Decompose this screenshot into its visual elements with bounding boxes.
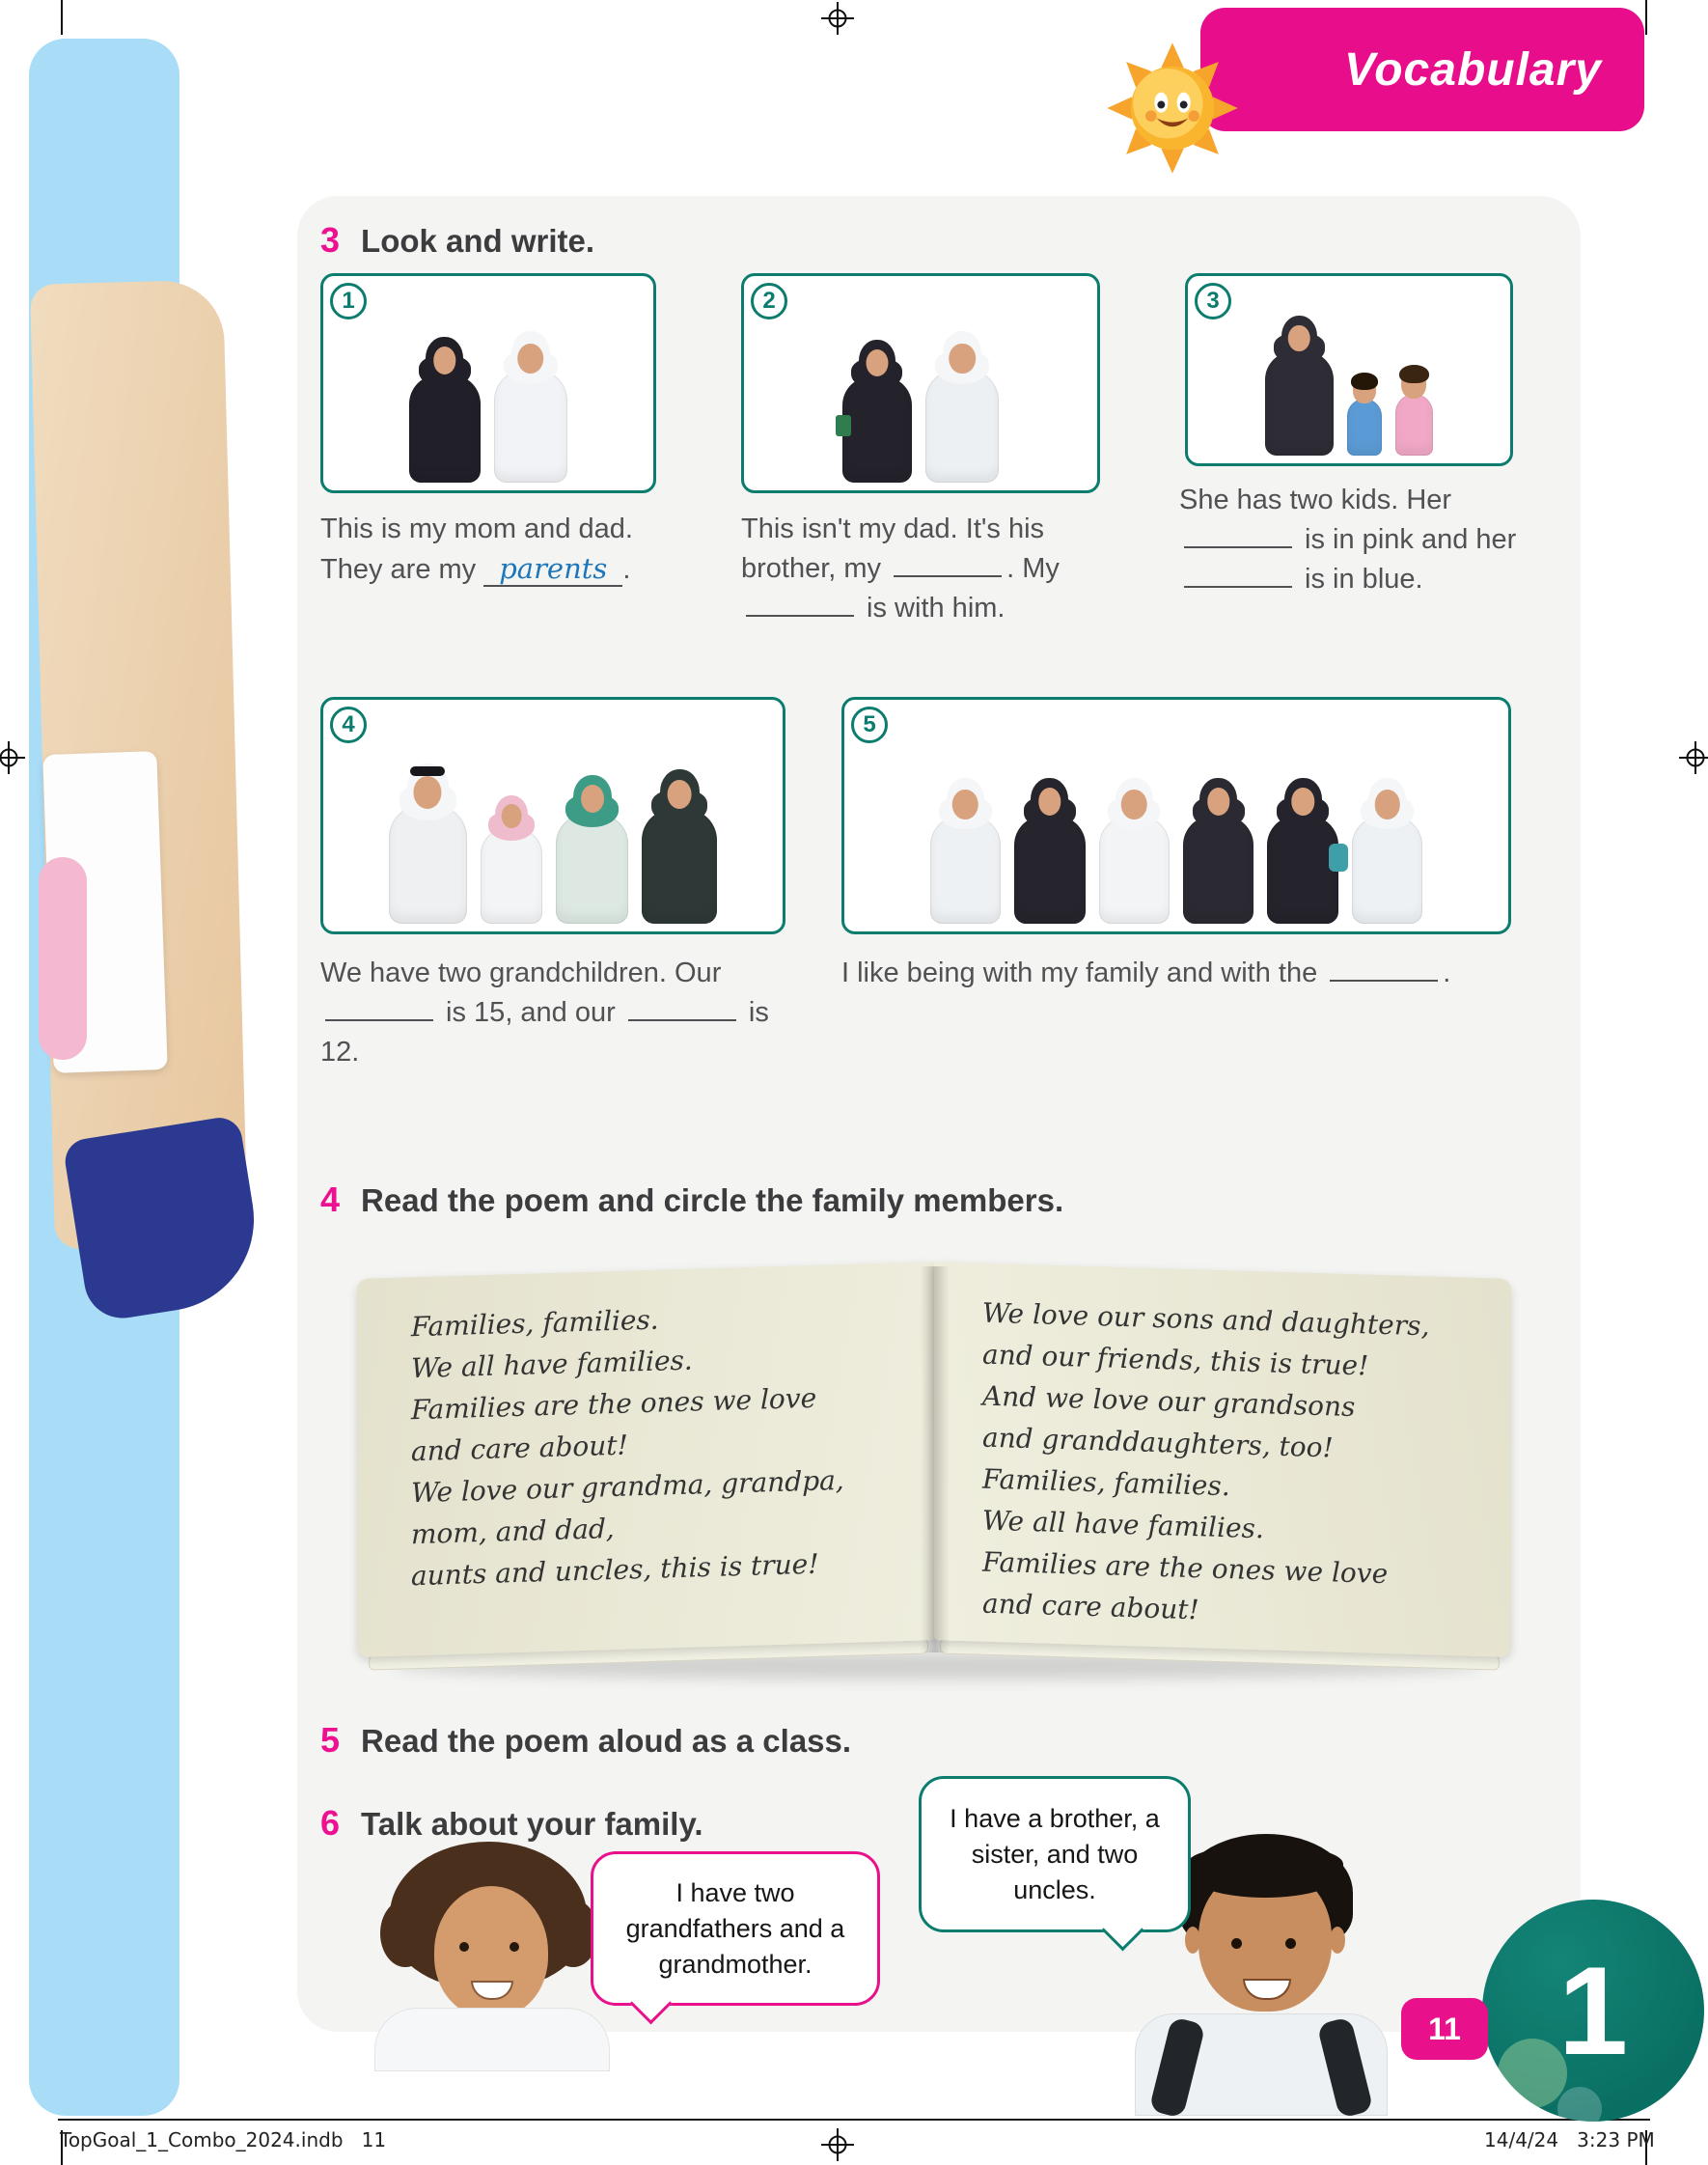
ear	[1185, 1927, 1200, 1954]
hair-fringe	[1187, 1847, 1343, 1898]
registration-mark	[1679, 741, 1708, 774]
vocab-card-2	[741, 273, 1100, 493]
card-number: 2	[751, 283, 787, 319]
poem-book	[353, 1247, 1519, 1683]
man-figure	[930, 778, 1001, 924]
exercise-title: Look and write.	[361, 223, 595, 259]
footer-timestamp: 14/4/24 3:23 PM	[1484, 2128, 1655, 2151]
person-body	[925, 370, 999, 483]
exercise-number: 6	[320, 1803, 341, 1843]
unit-badge	[1482, 1900, 1704, 2122]
card-caption-4: We have two grandchildren. Our is 15, and our is 12.	[320, 958, 769, 1068]
person-body	[1014, 816, 1085, 924]
person-head	[407, 763, 449, 812]
exercise-6-header	[320, 1803, 703, 1844]
poem-line: Families, families.	[411, 1303, 659, 1344]
person-head	[1284, 778, 1322, 822]
answer-blank[interactable]	[628, 994, 736, 1021]
page-number-badge	[1401, 1998, 1488, 2060]
face	[1038, 788, 1061, 816]
hair	[1351, 373, 1378, 390]
poem-line: and care about!	[411, 1429, 628, 1468]
person-body	[1347, 399, 1382, 456]
person-head	[943, 331, 981, 377]
girl-figure	[1395, 368, 1433, 456]
badge-bubble	[1498, 2039, 1567, 2108]
man-figure	[494, 331, 567, 483]
answer-blank[interactable]	[746, 590, 854, 617]
person-body	[930, 816, 1001, 924]
written-answer[interactable]: parents	[483, 552, 622, 587]
face	[433, 347, 455, 375]
page-number: 11	[1428, 2011, 1461, 2046]
answer-blank[interactable]	[894, 550, 1002, 577]
unit-number: 1	[1557, 1940, 1629, 2081]
vocab-card-3	[1185, 273, 1513, 466]
poem-line: and care about!	[982, 1587, 1199, 1626]
eye	[1285, 1938, 1296, 1949]
crop-mark	[61, 0, 63, 35]
agal-band	[410, 766, 445, 776]
speech-bubble-2	[919, 1776, 1191, 1932]
girl-hijab-figure	[481, 795, 543, 924]
person-body	[494, 370, 567, 483]
man-figure	[389, 763, 467, 924]
sun-mascot-icon	[1100, 41, 1245, 176]
woman-figure	[642, 769, 717, 924]
person-head	[511, 331, 550, 377]
eye	[1231, 1938, 1242, 1949]
answer-blank[interactable]	[1330, 955, 1438, 982]
woman-figure	[1265, 316, 1334, 456]
footer-rule	[58, 2119, 1650, 2121]
poem-line: Families are the ones we love	[982, 1545, 1389, 1591]
person-body	[409, 375, 480, 483]
face	[502, 804, 522, 828]
man-figure	[1099, 778, 1170, 924]
crop-mark	[1645, 0, 1647, 35]
card-caption-1: This is my mom and dad. They are my parents .	[320, 513, 633, 585]
family-illustration-2	[744, 331, 1097, 483]
card-caption-3: She has two kids. Her is in pink and her is in blue.	[1179, 485, 1517, 595]
woman-figure	[409, 337, 480, 483]
person-head	[573, 775, 612, 820]
white-thobe	[374, 2008, 610, 2071]
person-head	[495, 795, 528, 835]
man-figure	[925, 331, 999, 483]
registration-mark	[821, 2128, 854, 2161]
poem-line: We love our grandma, grandpa,	[411, 1463, 844, 1510]
exercise-title: Read the poem and circle the family members.	[361, 1182, 1064, 1218]
person-head	[1031, 778, 1068, 822]
woman-figure	[842, 340, 912, 483]
sidebar-strip	[29, 39, 179, 2116]
boy-figure	[1347, 375, 1382, 456]
poem-line: mom, and dad,	[411, 1512, 615, 1551]
person-body	[1352, 816, 1422, 924]
person-head	[947, 778, 984, 822]
man-figure	[1352, 778, 1422, 924]
face	[581, 785, 604, 813]
poem-line: Families, families.	[982, 1462, 1230, 1503]
person-head	[1116, 778, 1153, 822]
exercise-title: Read the poem aloud as a class.	[361, 1723, 852, 1759]
student-photo-1	[367, 1842, 618, 2071]
answer-blank[interactable]	[325, 994, 433, 1021]
eye	[510, 1942, 519, 1952]
registration-mark	[821, 2, 854, 35]
card-number: 4	[330, 707, 367, 743]
exercise-title: Talk about your family.	[361, 1806, 703, 1842]
person-body	[1183, 816, 1253, 924]
answer-blank[interactable]	[1184, 521, 1292, 548]
woman-figure	[1183, 778, 1253, 924]
woman-figure	[556, 775, 628, 924]
face	[668, 780, 692, 809]
vocab-card-4	[320, 697, 785, 934]
registration-mark	[0, 741, 25, 774]
badge-bubble	[1557, 2087, 1602, 2122]
answer-blank[interactable]	[1184, 561, 1292, 588]
person-body	[389, 805, 467, 924]
book-illustration-figure	[39, 857, 87, 1060]
person-head	[1368, 778, 1406, 822]
face	[1291, 788, 1313, 816]
vocab-card-5	[841, 697, 1511, 934]
person-body	[556, 814, 628, 924]
woman-figure	[1267, 778, 1337, 924]
person-head	[859, 340, 895, 383]
person-head	[660, 769, 700, 817]
exercise-number: 5	[320, 1720, 341, 1760]
speech-text-2: I have a brother, a sister, and two uncles.	[950, 1803, 1160, 1904]
face	[952, 790, 978, 819]
poem-line: and our friends, this is true!	[982, 1338, 1369, 1382]
poem-line: We love our sons and daughters,	[982, 1296, 1430, 1343]
card-number: 1	[330, 283, 367, 319]
eye	[459, 1942, 469, 1952]
person-body	[481, 828, 543, 924]
backpack	[1329, 844, 1348, 872]
person-body	[1265, 351, 1334, 456]
poem-page-left	[357, 1262, 934, 1657]
exercise-4-header	[320, 1180, 1063, 1220]
book-illustration-cover	[62, 1115, 266, 1324]
poem-line: and granddaughters, too!	[982, 1421, 1334, 1464]
person-body	[842, 376, 912, 483]
family-illustration-3	[1188, 316, 1510, 456]
face	[1374, 790, 1400, 819]
exercise-5-header	[320, 1720, 851, 1761]
banner-title: Vocabulary	[1344, 43, 1602, 96]
poem-page-right	[934, 1262, 1511, 1657]
person-body	[1267, 816, 1337, 924]
card-caption-2: This isn't my dad. It's his brother, my . My is with him.	[741, 513, 1060, 624]
exercise-number: 4	[320, 1180, 341, 1219]
poem-text-left	[357, 1262, 934, 1598]
family-illustration-5	[844, 778, 1508, 924]
person-head	[426, 337, 463, 381]
person-body	[1099, 816, 1170, 924]
woman-figure	[1014, 778, 1085, 924]
book-spine-shadow	[921, 1266, 950, 1652]
poem-line: And we love our grandsons	[982, 1379, 1356, 1424]
hair	[380, 1900, 430, 1967]
person-head	[1199, 778, 1237, 822]
exercise-3-header	[320, 220, 594, 261]
card-number: 3	[1195, 283, 1231, 319]
poem-line: We all have families.	[411, 1344, 693, 1385]
person-head	[1401, 368, 1427, 399]
exercise-number: 3	[320, 220, 341, 260]
speech-text-1: I have two grandfathers and a grandmother.	[625, 1877, 845, 1979]
card-caption-5: I like being with my family and with the .	[841, 954, 1478, 993]
vocab-card-1	[320, 273, 656, 493]
person-head	[1281, 316, 1317, 358]
footer-filename: TopGoal_1_Combo_2024.indb 11	[60, 2128, 387, 2151]
poem-line: aunts and uncles, this is true!	[411, 1547, 819, 1593]
speech-bubble-1	[591, 1851, 880, 2006]
ear	[1330, 1927, 1345, 1954]
family-illustration-4	[323, 763, 783, 924]
family-illustration-1	[323, 331, 653, 483]
hair	[1399, 365, 1429, 384]
person-body	[1395, 394, 1433, 456]
face	[1121, 790, 1147, 819]
face	[517, 344, 544, 375]
face	[949, 344, 976, 375]
poem-line: We all have families.	[982, 1504, 1264, 1545]
face	[1288, 325, 1310, 351]
vocabulary-banner	[1200, 8, 1644, 131]
face	[1207, 788, 1229, 816]
face	[414, 776, 442, 809]
person-body	[642, 809, 717, 924]
person-head	[1353, 375, 1376, 403]
poem-line: Families are the ones we love	[411, 1381, 817, 1427]
poem-text-right	[934, 1262, 1511, 1640]
card-number: 5	[851, 707, 888, 743]
book-accessory	[836, 415, 851, 436]
face	[866, 349, 888, 376]
